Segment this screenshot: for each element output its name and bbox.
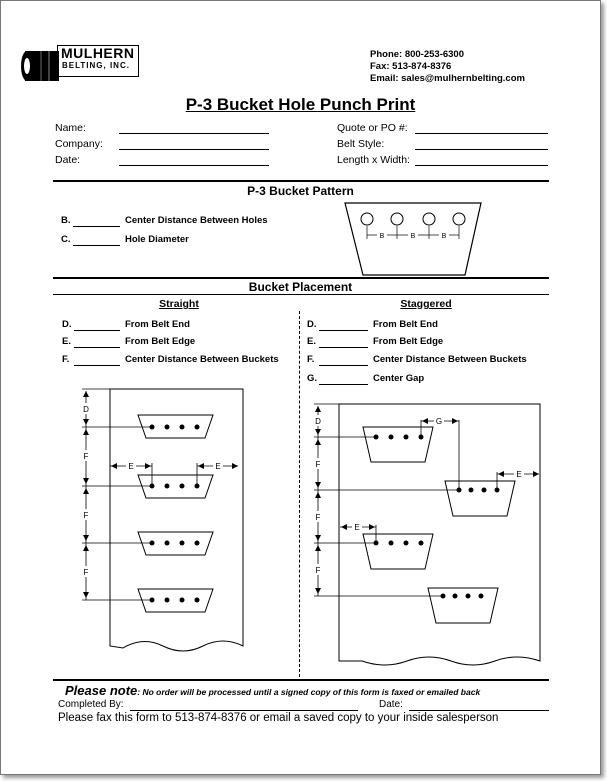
logo-main-text: MULHERN bbox=[61, 45, 135, 61]
bucket-2 bbox=[138, 475, 213, 498]
dim-e-label: E bbox=[215, 462, 221, 471]
section-divider-thin bbox=[53, 294, 549, 295]
staggered-f-letter: F. bbox=[307, 354, 315, 365]
bucket-pattern-diagram bbox=[341, 201, 487, 279]
belt-style-label: Belt Style: bbox=[337, 138, 385, 150]
b-field[interactable] bbox=[73, 226, 120, 227]
footer-date-label: Date: bbox=[379, 699, 403, 710]
dim-f-label: F bbox=[315, 513, 321, 522]
b-letter: B. bbox=[61, 215, 71, 226]
dim-f-label: F bbox=[315, 566, 321, 575]
straight-d-label: From Belt End bbox=[125, 319, 190, 330]
note-line bbox=[65, 682, 480, 700]
pattern-section-title: P-3 Bucket Pattern bbox=[247, 184, 354, 198]
staggered-heading: Staggered bbox=[400, 298, 452, 310]
straight-e-field[interactable] bbox=[74, 347, 120, 348]
placement-section-title: Bucket Placement bbox=[248, 280, 353, 294]
hole-3 bbox=[423, 213, 435, 225]
date-label: Date: bbox=[55, 154, 81, 166]
staggered-d-letter: D. bbox=[307, 319, 317, 330]
staggered-placement-diagram bbox=[307, 399, 547, 671]
completed-by-field[interactable] bbox=[130, 710, 358, 711]
staggered-g-letter: G. bbox=[307, 373, 318, 384]
staggered-f-field[interactable] bbox=[319, 365, 368, 366]
hole-1 bbox=[361, 213, 373, 225]
company-logo bbox=[19, 45, 179, 85]
straight-e-label: From Belt Edge bbox=[125, 336, 196, 347]
c-field[interactable] bbox=[73, 245, 120, 246]
hole-2 bbox=[391, 213, 403, 225]
hole-4 bbox=[453, 213, 465, 225]
company-label: Company: bbox=[55, 138, 103, 150]
dim-f-label: F bbox=[83, 568, 89, 577]
c-label: Hole Diameter bbox=[125, 234, 189, 245]
staggered-e-field[interactable] bbox=[319, 347, 368, 348]
name-label: Name: bbox=[55, 122, 86, 134]
straight-f-label: Center Distance Between Buckets bbox=[125, 354, 279, 365]
staggered-d-label: From Belt End bbox=[373, 319, 438, 330]
section-divider bbox=[53, 679, 549, 681]
c-letter: C. bbox=[61, 234, 71, 245]
b-dim-label-2: B bbox=[410, 233, 416, 240]
staggered-g-field[interactable] bbox=[319, 384, 368, 385]
logo-sub-text: BELTING, INC. bbox=[62, 61, 130, 70]
straight-f-field[interactable] bbox=[74, 365, 120, 366]
b-dim-label-1: B bbox=[379, 233, 385, 240]
straight-e-letter: E. bbox=[62, 336, 71, 347]
section-divider bbox=[53, 277, 549, 279]
straight-placement-diagram bbox=[73, 386, 253, 671]
date-field[interactable] bbox=[119, 165, 269, 166]
phone-text: Phone: 800-253-6300 bbox=[370, 49, 464, 60]
email-text: Email: sales@mulhernbelting.com bbox=[370, 73, 525, 84]
bucket-4 bbox=[428, 588, 498, 623]
instruction-suffix: or email a saved copy to your inside salesperson bbox=[246, 712, 499, 724]
instruction-prefix: Please fax this form to bbox=[58, 712, 175, 724]
staggered-f-label: Center Distance Between Buckets bbox=[373, 354, 527, 365]
note-label: Please note bbox=[65, 683, 138, 698]
length-width-label: Length x Width: bbox=[337, 154, 410, 166]
page-title: P-3 Bucket Hole Punch Print bbox=[185, 95, 416, 114]
bucket-3 bbox=[363, 534, 433, 569]
staggered-d-field[interactable] bbox=[319, 330, 368, 331]
name-field[interactable] bbox=[119, 133, 269, 134]
bucket-2 bbox=[445, 481, 515, 516]
fax-text: Fax: 513-874-8376 bbox=[370, 61, 452, 72]
column-divider bbox=[299, 311, 300, 677]
dim-e-label: E bbox=[516, 470, 522, 479]
dim-f-label: F bbox=[83, 452, 89, 461]
belt-style-field[interactable] bbox=[415, 149, 548, 150]
note-text: : No order will be processed until a signed copy of this form is faxed or emailed back bbox=[137, 687, 481, 697]
b-label: Center Distance Between Holes bbox=[125, 215, 268, 226]
logo-wordmark bbox=[57, 45, 139, 77]
section-divider bbox=[53, 180, 549, 182]
quote-field[interactable] bbox=[415, 133, 548, 134]
staggered-e-letter: E. bbox=[307, 336, 316, 347]
straight-heading: Straight bbox=[159, 298, 199, 310]
company-field[interactable] bbox=[119, 149, 269, 150]
fax-instruction bbox=[58, 712, 498, 724]
straight-f-letter: F. bbox=[62, 354, 70, 365]
straight-d-letter: D. bbox=[62, 319, 72, 330]
dim-g-label: G bbox=[435, 417, 443, 426]
dim-f-label: F bbox=[315, 460, 321, 469]
bucket-1 bbox=[363, 427, 433, 462]
contact-block bbox=[370, 49, 525, 85]
quote-label: Quote or PO #: bbox=[337, 122, 408, 134]
bucket-1 bbox=[138, 415, 213, 438]
staggered-e-label: From Belt Edge bbox=[373, 336, 444, 347]
bucket-4 bbox=[138, 589, 213, 612]
bucket-3 bbox=[138, 532, 213, 555]
b-dim-label-3: B bbox=[441, 233, 447, 240]
completed-by-label: Completed By: bbox=[58, 699, 124, 710]
dim-d-label: D bbox=[83, 405, 89, 414]
dim-d-label: D bbox=[315, 417, 321, 426]
staggered-g-label: Center Gap bbox=[373, 373, 425, 384]
dim-e-label: E bbox=[354, 523, 360, 532]
dim-e-label: E bbox=[128, 462, 134, 471]
dim-f-label: F bbox=[83, 511, 89, 520]
straight-d-field[interactable] bbox=[74, 330, 120, 331]
footer-date-field[interactable] bbox=[409, 710, 549, 711]
length-width-field[interactable] bbox=[415, 165, 548, 166]
fax-number: 513-874-8376 bbox=[174, 712, 247, 724]
